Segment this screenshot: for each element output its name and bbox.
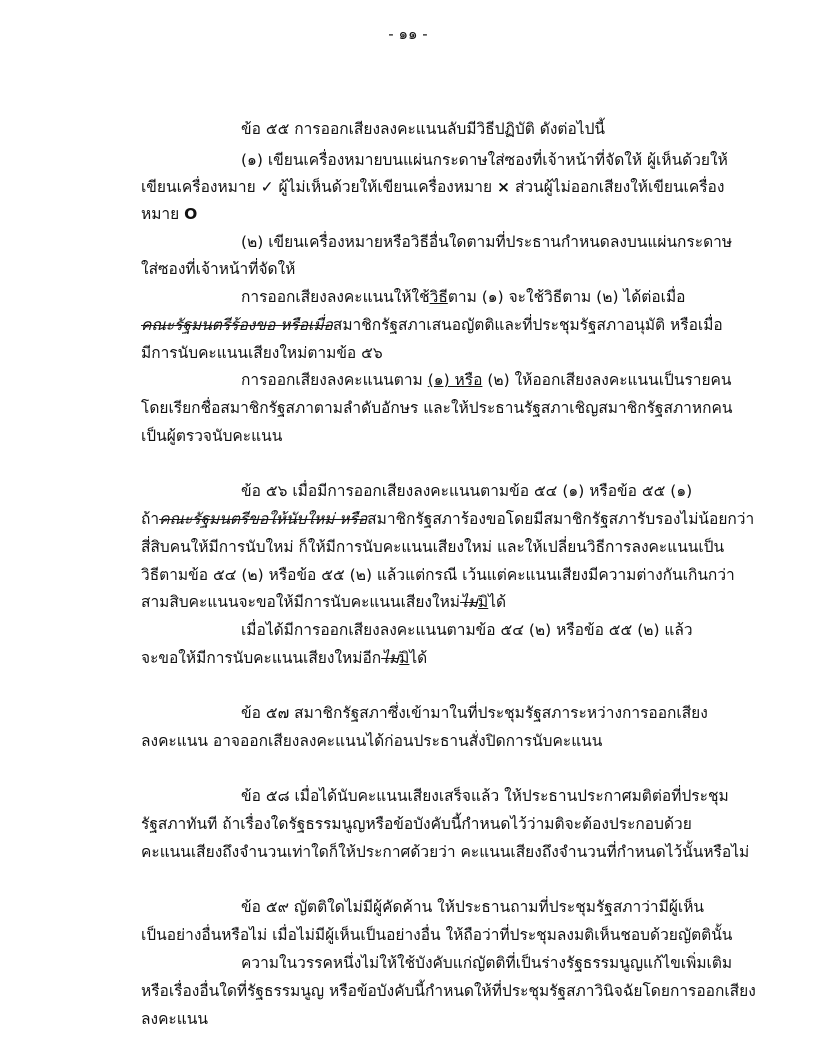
article-55-para3-line3: มีการนับคะแนนเสียงใหม่ตามข้อ ๕๖ [141, 344, 383, 362]
text-segment: เขียนเครื่องหมาย [141, 178, 256, 196]
struck-text: คณะรัฐมนตรีขอให้นับใหม่ หรือ [159, 510, 368, 528]
text-segment: (๒) ให้ออกเสียงลงคะแนนเป็นรายคน [482, 371, 732, 389]
page-number: - ๑๑ - [388, 25, 428, 43]
article-57-line2: ลงคะแนน อาจออกเสียงลงคะแนนได้ก่อนประธานสั่งปิดการนับคะแนน [141, 732, 603, 750]
article-56-heading: ข้อ ๕๖ เมื่อมีการออกเสียงลงคะแนนตามข้อ ๕๔ (๑) หรือข้อ ๕๕ (๑) [241, 482, 693, 500]
text-segment: จะขอให้มีการนับคะแนนเสียงใหม่อีก [141, 649, 382, 667]
text-segment: ตาม (๑) จะใช้วิธีตาม (๒) ได้ต่อเมื่อ [447, 288, 686, 306]
text-segment: สมาชิกรัฐสภาร้องขอโดยมีสมาชิกรัฐสภารับรองไม่น้อยกว่า [367, 510, 755, 528]
text-segment: ได้ [409, 649, 428, 667]
cross-mark-icon: × [497, 178, 510, 196]
article-59-line4: หรือเรื่องอื่นใดที่รัฐธรรมนูญ หรือข้อบังคับนี้กำหนดให้ที่ประชุมรัฐสภาวินิจฉัยโดยการออกเสียง [141, 982, 756, 1000]
underlined-text: (๑) หรือ [427, 371, 483, 389]
article-59-line2: เป็นอย่างอื่นหรือไม่ เมื่อไม่มีผู้เห็นเป็นอย่างอื่น ให้ถือว่าที่ประชุมลงมติเห็นชอบด้วยญัตตินั้น [141, 926, 733, 944]
article-56-line2 [141, 509, 754, 529]
article-59-heading: ข้อ ๕๙ ญัตติใดไม่มีผู้คัดค้าน ให้ประธานถามที่ประชุมรัฐสภาว่ามีผู้เห็น [241, 898, 705, 916]
text-segment: การออกเสียงลงคะแนนตาม [241, 371, 428, 389]
article-55-item2-line2: ใส่ซองที่เจ้าหน้าที่จัดให้ [141, 260, 296, 278]
text-segment: หมาย [141, 205, 180, 223]
article-55-item1-line1: (๑) เขียนเครื่องหมายบนแผ่นกระดาษใส่ซองที่เจ้าหน้าที่จัดให้ ผู้เห็นด้วยให้ [241, 151, 728, 169]
article-56-line7 [141, 648, 427, 668]
article-55-para4-line3: เป็นผู้ตรวจนับคะแนน [141, 427, 283, 445]
article-56-line6: เมื่อได้มีการออกเสียงลงคะแนนตามข้อ ๕๔ (๒) หรือข้อ ๕๕ (๒) แล้ว [241, 621, 693, 639]
text-segment: ส่วนผู้ไม่ออกเสียงให้เขียนเครื่อง [514, 178, 725, 196]
article-55-para4-line2: โดยเรียกชื่อสมาชิกรัฐสภาตามลำดับอักษร และให้ประธานรัฐสภาเชิญสมาชิกรัฐสภาหกคน [141, 399, 733, 417]
struck-text: ไม่ [460, 593, 479, 611]
underlined-text: วิธี [429, 288, 448, 306]
text-segment: สามสิบคะแนนจะขอให้มีการนับคะแนนเสียงใหม่ [141, 593, 461, 611]
article-55-item2-line1: (๒) เขียนเครื่องหมายหรือวิธีอื่นใดตามที่ประธานกำหนดลงบนแผ่นกระดาษ [241, 233, 733, 251]
article-55-item1-line2 [141, 177, 724, 197]
article-56-line3: สี่สิบคนให้มีการนับใหม่ ก็ให้มีการนับคะแนนเสียงใหม่ และให้เปลี่ยนวิธีการลงคะแนนเป็น [141, 538, 725, 556]
article-56-line4: วิธีตามข้อ ๕๔ (๒) หรือข้อ ๕๕ (๒) แล้วแต่กรณี เว้นแต่คะแนนเสียงมีความต่างกันเกินกว่า [141, 566, 735, 584]
article-55-para3-line2 [141, 315, 723, 335]
article-59-line5: ลงคะแนน [141, 1010, 208, 1028]
article-58-line2: รัฐสภาทันที ถ้าเรื่องใดรัฐธรรมนูญหรือข้อบังคับนี้กำหนดไว้ว่ามติจะต้องประกอบด้วย [141, 815, 692, 833]
underlined-text: มิ [478, 593, 489, 611]
struck-text: คณะรัฐมนตรีร้องขอ หรือเมื่อ [141, 316, 333, 334]
text-segment: ได้ [488, 593, 507, 611]
article-58-heading: ข้อ ๕๘ เมื่อได้นับคะแนนเสียงเสร็จแล้ว ให้ประธานประกาศมติต่อที่ประชุม [241, 787, 729, 805]
text-segment: ผู้ไม่เห็นด้วยให้เขียนเครื่องหมาย [278, 178, 493, 196]
text-segment: สมาชิกรัฐสภาเสนอญัตติและที่ประชุมรัฐสภาอนุมัติ หรือเมื่อ [332, 316, 723, 334]
article-58-line3: คะแนนเสียงถึงจำนวนเท่าใดก็ให้ประกาศด้วยว่า คะแนนเสียงถึงจำนวนที่กำหนดไว้นั้นหรือไม่ [141, 843, 750, 861]
article-59-line3: ความในวรรคหนึ่งไม่ให้ใช้บังคับแก่ญัตติที่เป็นร่างรัฐธรรมนูญแก้ไขเพิ่มเติม [241, 954, 733, 972]
circle-mark-icon: O [184, 205, 198, 223]
article-56-line5 [141, 592, 506, 612]
article-55-item1-line3 [141, 204, 197, 224]
struck-text: ไม่ [381, 649, 400, 667]
text-segment: ถ้า [141, 510, 160, 528]
article-55-para3-line1 [241, 287, 685, 307]
underlined-text: มิ [399, 649, 410, 667]
article-55-heading: ข้อ ๕๕ การออกเสียงลงคะแนนลับมีวิธีปฏิบัติ ดังต่อไปนี้ [241, 120, 606, 138]
article-55-para4-line1 [241, 370, 732, 390]
text-segment: การออกเสียงลงคะแนนให้ใช้ [241, 288, 430, 306]
check-mark-icon: ✓ [260, 178, 274, 196]
article-57-heading: ข้อ ๕๗ สมาชิกรัฐสภาซึ่งเข้ามาในที่ประชุมรัฐสภาระหว่างการออกเสียง [241, 704, 708, 722]
